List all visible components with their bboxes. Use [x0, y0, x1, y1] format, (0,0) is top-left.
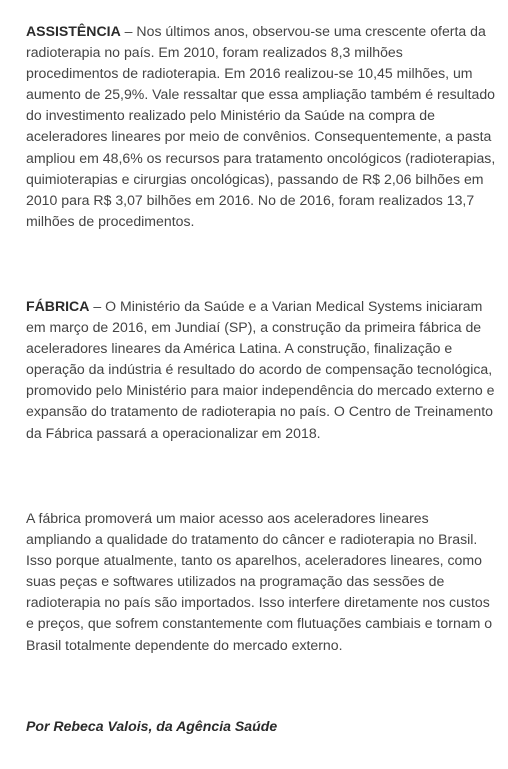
paragraph-assistencia-text: – Nos últimos anos, observou-se uma crescente oferta da radioterapia no país. Em 2010, foram realizados 8,3 milhões procedimentos de radioterapia. Em 2016 realizou-se 10,45 milhões, um aumento de 25,9%. Vale ressaltar que essa ampliação também é resultado do investimento realizado pelo Ministério da Saúde na compra de aceleradores lineares por meio de convênios. Consequentemente, a pasta ampliou em 48,6% os recursos para tratamento oncológicos (radioterapias, quimioterapias e cirurgias oncológicas), passando de R$ 2,06 bilhões em 2010 para R$ 3,07 bilhões em 2016. No de 2016, foram realizados 13,7 milhões de procedimentos. [26, 23, 496, 229]
section-lead-fabrica: FÁBRICA [26, 298, 90, 314]
paragraph-fabrica-text: – O Ministério da Saúde e a Varian Medical Systems iniciaram em março de 2016, em Jundiaí (SP), a construção da primeira fábrica de aceleradores lineares da América Latina. A construção, finalização e operação da indústria é resultado do acordo de compensação tecnológica, promovido pelo Ministério para maior independência do mercado externo e expansão do tratamento de radioterapia no país. O Centro de Treinamento da Fábrica passará a operacionalizar em 2018. [26, 298, 495, 441]
paragraph-fabrica-impacto [26, 508, 496, 656]
paragraph-fabrica-impacto-text: A fábrica promoverá um maior acesso aos aceleradores lineares ampliando a qualidade do tratamento do câncer e radioterapia no Brasil. Isso porque atualmente, tanto os aparelhos, aceleradores lineares, como suas peças e softwares utilizados na programação das sessões de radioterapia no país são importados. Isso interfere diretamente nos custos e preços, que sofrem constantemente com flutuações cambiais e tornam o Brasil totalmente dependente do mercado externo. [26, 510, 493, 653]
paragraph-assistencia [26, 21, 496, 232]
article-byline: Por Rebeca Valois, da Agência Saúde [26, 718, 278, 734]
paragraph-fabrica [26, 296, 496, 444]
section-lead-assistencia: ASSISTÊNCIA [26, 23, 121, 39]
